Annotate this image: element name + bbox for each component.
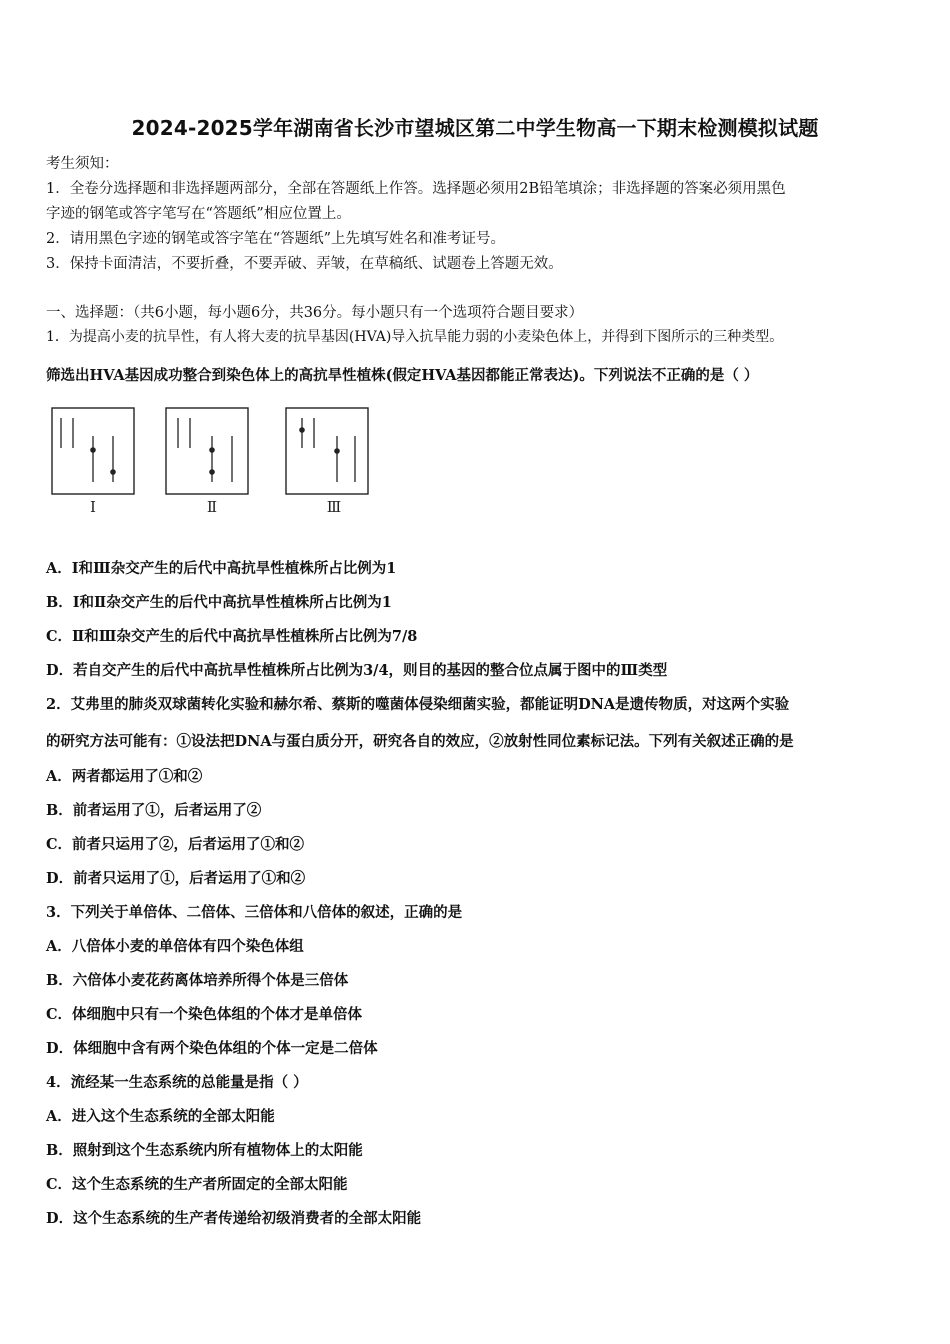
- chromosome-figure: [50, 404, 380, 520]
- q1-option-c: C．Ⅱ和Ⅲ杂交产生的后代中高抗旱性植株所占比例为7/8: [46, 628, 418, 645]
- q1-stem-line1: 1．为提高小麦的抗旱性，有人将大麦的抗旱基因(HVA)导入抗旱能力弱的小麦染色体上，并得到下图所示的三种类型。: [46, 329, 784, 345]
- q1-option-b: B．Ⅰ和Ⅱ杂交产生的后代中高抗旱性植株所占比例为1: [46, 594, 392, 611]
- q4-option-c: C．这个生态系统的生产者所固定的全部太阳能: [46, 1176, 348, 1193]
- q4-option-b: B．照射到这个生态系统内所有植物体上的太阳能: [46, 1142, 363, 1159]
- q2-stem-line2: 的研究方法可能有：①设法把DNA与蛋白质分开，研究各自的效应，②放射性同位素标记法。下列有关叙述正确的是: [46, 733, 794, 750]
- figure-panel-2: [166, 408, 248, 516]
- figure-panel-3: [286, 408, 368, 516]
- q2-option-b: B．前者运用了①，后者运用了②: [46, 802, 262, 819]
- figure-panel-1: [52, 408, 134, 516]
- q1-option-a: A．Ⅰ和Ⅲ杂交产生的后代中高抗旱性植株所占比例为1: [46, 560, 397, 577]
- notice-item-1: 1．全卷分选择题和非选择题两部分，全部在答题纸上作答。选择题必须用2B铅笔填涂；非选择题的答案必须用黑色: [46, 181, 786, 197]
- notice-item-1-cont: 字迹的钢笔或答字笔写在“答题纸”相应位置上。: [46, 206, 351, 222]
- q4-option-a: A．进入这个生态系统的全部太阳能: [46, 1108, 275, 1125]
- q2-option-d: D．前者只运用了①，后者运用了①和②: [46, 870, 306, 887]
- notice-item-2: 2．请用黑色字迹的钢笔或答字笔在“答题纸”上先填写姓名和准考证号。: [46, 231, 506, 247]
- q2-option-c: C．前者只运用了②，后者运用了①和②: [46, 836, 305, 853]
- q3-option-b: B．六倍体小麦花药离体培养所得个体是三倍体: [46, 972, 349, 989]
- q3-option-a: A．八倍体小麦的单倍体有四个染色体组: [46, 938, 304, 955]
- q2-stem-line1: 2．艾弗里的肺炎双球菌转化实验和赫尔希、蔡斯的噬菌体侵染细菌实验，都能证明DNA是遗传物质，对这两个实验: [46, 696, 790, 713]
- q1-option-d: D．若自交产生的后代中高抗旱性植株所占比例为3/4，则目的基因的整合位点属于图中的Ⅲ类型: [46, 662, 668, 679]
- q2-option-a: A．两者都运用了①和②: [46, 768, 203, 785]
- q1-stem-line2: 筛选出HVA基因成功整合到染色体上的高抗旱性植株(假定HVA基因都能正常表达)。下列说法不正确的是（ ）: [46, 367, 759, 384]
- notice-heading: 考生须知：: [46, 156, 119, 172]
- figure-label-2: Ⅱ: [206, 498, 218, 516]
- q3-stem: 3．下列关于单倍体、二倍体、三倍体和八倍体的叙述，正确的是: [46, 904, 463, 921]
- q4-option-d: D．这个生态系统的生产者传递给初级消费者的全部太阳能: [46, 1210, 422, 1227]
- q4-stem: 4．流经某一生态系统的总能量是指（ ）: [46, 1074, 308, 1091]
- figure-label-1: Ⅰ: [90, 498, 96, 516]
- figure-label-3: Ⅲ: [326, 498, 342, 516]
- section-heading: 一、选择题：（共6小题，每小题6分，共36分。每小题只有一个选项符合题目要求）: [46, 305, 584, 321]
- q3-option-d: D．体细胞中含有两个染色体组的个体一定是二倍体: [46, 1040, 378, 1057]
- notice-item-3: 3．保持卡面清洁，不要折叠，不要弄破、弄皱，在草稿纸、试题卷上答题无效。: [46, 256, 563, 272]
- exam-title: 2024-2025学年湖南省长沙市望城区第二中学生物高一下期末检测模拟试题: [131, 116, 819, 140]
- q3-option-c: C．体细胞中只有一个染色体组的个体才是单倍体: [46, 1006, 363, 1023]
